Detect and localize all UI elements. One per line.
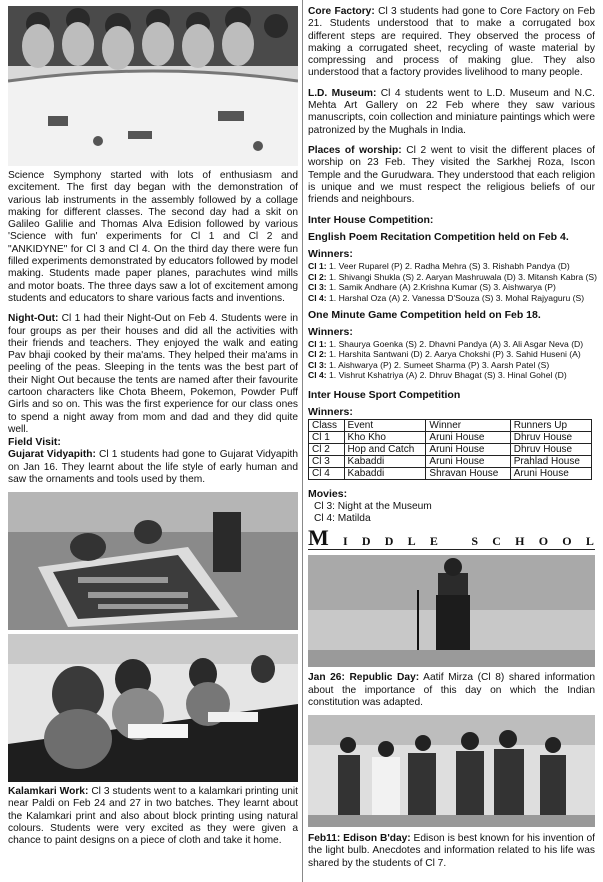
- table-cell: Cl 3: [309, 455, 345, 467]
- winner-row: [308, 261, 595, 271]
- sport-table: [308, 419, 592, 480]
- banner-letter: M: [308, 525, 330, 551]
- kalamkari-text: Cl 3 students went to a kalamkari printing unit near Paldi on Feb 24 and 27 in two batches. They learnt about the Kalamkari print and also about block printing using natural colours. Students were very excited as they were given a chance to paint designs on a piece of cloth and take it home.: [8, 786, 298, 847]
- winner-class: Cl 4:: [308, 292, 327, 303]
- winner-class: Cl 1:: [308, 261, 327, 272]
- republic-day-photo: [308, 555, 595, 667]
- table-row: [309, 443, 592, 455]
- english-winners-list: [308, 261, 595, 303]
- english-poem-title: English Poem Recitation Competition held on Feb 4.: [308, 231, 569, 244]
- night-out-paragraph: [8, 313, 298, 436]
- science-symphony-text: Science Symphony started with lots of enthusiasm and excitement. The first day began with the demonstration of various lab instruments in the assembly followed by a collage making for different classes. The second day had a skit on Galileo Galilie and Thomas Alva Edision followed by various 'Science with fun' experiments for Cl 1 and Cl 2 and "ANKIDYNE" for Cl 3 and Cl 4. On the third day there were fun filled experiments demonstrated by educators followed by model making. Students made paper planes, parachutes wind mills and motor boats. The three days saw a lot of excitement among students and educators to share various facts and inventions.: [8, 170, 298, 304]
- winner-row: [308, 272, 595, 282]
- banner-letter: S: [471, 534, 480, 549]
- winner-names: 1. Samik Andhare (A) 2.Krishna Kumar (S) 3. Aishwarya (P): [326, 282, 556, 293]
- column-divider: [302, 0, 303, 882]
- republic-day-title: Jan 26: Republic Day:: [308, 672, 420, 684]
- table-row: [309, 467, 592, 479]
- banner-letter: C: [492, 534, 502, 549]
- winner-row: [308, 282, 595, 292]
- one-minute-title: One Minute Game Competition held on Feb 18.: [308, 309, 541, 322]
- night-out-title: Night-Out:: [8, 313, 59, 325]
- banner-letter: I: [342, 534, 349, 549]
- ld-museum-paragraph: [308, 88, 595, 137]
- inter-house-title: Inter House Competition:: [308, 214, 434, 227]
- banner-letter: L: [585, 534, 595, 549]
- table-cell: Kho Kho: [344, 431, 426, 443]
- republic-day-paragraph: [308, 672, 595, 709]
- table-row: [309, 431, 592, 443]
- edison-title: Feb11: Edison B'day:: [308, 833, 411, 845]
- banner-letter: D: [384, 534, 395, 549]
- sport-title: Inter House Sport Competition: [308, 388, 461, 401]
- winner-class: Cl 1:: [308, 339, 327, 350]
- gujarat-text: Cl 1 students had gone to Gujarat Vidyapith on Jan 16. They learnt about the life style of early human and saw the ornaments and tools used by them.: [8, 449, 298, 485]
- banner-letter: D: [361, 534, 372, 549]
- table-cell: Dhruv House: [510, 431, 591, 443]
- left-column: [8, 0, 298, 848]
- winner-names: 1. Harshita Santwani (D) 2. Aarya Chokshi (P) 3. Sahid Huseni (A): [326, 349, 581, 360]
- worship-paragraph: [308, 145, 595, 206]
- winner-row: [308, 293, 595, 303]
- winner-names: 1. Veer Ruparel (P) 2. Radha Mehra (S) 3. Rishabh Pandya (D): [326, 261, 570, 272]
- table-cell: Hop and Catch: [344, 443, 426, 455]
- winner-class: Cl 2:: [308, 271, 327, 282]
- header-event: Event: [344, 419, 426, 431]
- core-factory-text: Cl 3 students had gone to Core Factory on Feb 21. Students understood that to make a corrugated box different steps are required. They observed the process of making a corrugated sheet, recycling of waste material by compressing and process of making glue. They also understood that a factory provides livelihood to many people.: [308, 6, 595, 79]
- ld-museum-title: L.D. Museum:: [308, 87, 377, 99]
- english-winners-label: Winners:: [308, 248, 353, 261]
- winner-class: Cl 3:: [308, 282, 327, 293]
- table-cell: Dhruv House: [510, 443, 591, 455]
- winner-class: Cl 2:: [308, 349, 327, 360]
- table-cell: Cl 1: [309, 431, 345, 443]
- winner-names: 1. Shivangi Shukla (S) 2. Aaryan Mashruwala (D) 3. Mitansh Kabra (S): [326, 271, 597, 282]
- table-cell: Aruni House: [426, 455, 510, 467]
- table-cell: Kabaddi: [344, 455, 426, 467]
- winner-names: 1. Harshal Oza (A) 2. Vanessa D'Souza (S) 3. Mohal Rajyaguru (S): [326, 292, 585, 303]
- table-cell: Shravan House: [426, 467, 510, 479]
- edison-bday-photo: [308, 715, 595, 827]
- field-visit-title: Field Visit:: [8, 436, 61, 449]
- table-cell: Kabaddi: [344, 467, 426, 479]
- movie-item: Cl 4: Matilda: [314, 513, 371, 524]
- core-factory-paragraph: [308, 6, 595, 80]
- night-out-text: Cl 1 had their Night-Out on Feb 4. Students were in four groups as per their houses and did all the activities with their friends and teachers. They enjoyed the walk and eating Pav bhaji cooked by their ma'ams. They helped their ma'ams in peeling of the peas. Sleeping in the tents was the best part of their Night Out because the tents are named after their favourite cartoon characters like Chota Bheem, Pokemon, Powder Puff Girls and so on. This was the first experience for our class ones to spend a night away from mom and dad and they did quite well.: [8, 313, 298, 435]
- winner-class: Cl 4:: [308, 370, 327, 381]
- core-factory-title: Core Factory:: [308, 6, 375, 17]
- header-runners-up: Runners Up: [510, 419, 591, 431]
- banner-letter: L: [407, 534, 417, 549]
- sport-winners-label: Winners:: [308, 405, 353, 418]
- movie-item: Cl 3: Night at the Museum: [314, 500, 432, 512]
- banner-letter: E: [429, 534, 439, 549]
- winner-class: Cl 3:: [308, 359, 327, 370]
- winner-row: [308, 339, 595, 349]
- table-row: [309, 455, 592, 467]
- gujarat-title: Gujarat Vidyapith:: [8, 449, 96, 461]
- table-cell: Cl 2: [309, 443, 345, 455]
- header-class: Class: [309, 419, 345, 431]
- header-winner: Winner: [426, 419, 510, 431]
- gujarat-paragraph: [8, 449, 298, 486]
- table-header-row: [309, 419, 592, 431]
- kalamkari-paragraph: [8, 786, 298, 847]
- movies-title: Movies:: [308, 487, 348, 500]
- table-cell: Aruni House: [426, 431, 510, 443]
- minute-winners-list: [308, 339, 595, 381]
- worship-text: Cl 2 went to visit the different places of worship on 23 Feb. They visited the Sarkhej Roza, Iscon Temple and the Gurudwara. They understood that each religion is unique and we must respect the religious beliefs of our friends and neighbours.: [308, 144, 595, 206]
- edison-text: Edison is best known for his invention of the light bulb. Anecdotes and information related to his life was shared by the students of Cl 7.: [308, 833, 595, 869]
- middle-school-banner: [308, 527, 595, 550]
- republic-day-text: Aatif Mirza (Cl 8) shared information about the importance of this day on which the Indian constitution was adapted.: [308, 672, 595, 708]
- kalamkari-photo: [8, 634, 298, 782]
- winner-names: 1. Shaurya Goenka (S) 2. Dhavni Pandya (A) 3. Ali Asgar Neva (D): [326, 339, 584, 350]
- gujarat-vidyapith-photo: [8, 492, 298, 630]
- banner-letter: O: [562, 534, 573, 549]
- right-column: [308, 0, 595, 870]
- kalamkari-title: Kalamkari Work:: [8, 786, 89, 798]
- ld-museum-text: Cl 4 students went to L.D. Museum and N.C. Mehta Art Gallery on 22 Feb where they saw various manuscripts, coin collection and miniature paintings which were patronized by the Mughals in India.: [308, 87, 595, 136]
- table-cell: Prahlad House: [510, 455, 591, 467]
- table-cell: Cl 4: [309, 467, 345, 479]
- table-cell: Aruni House: [426, 443, 510, 455]
- worship-title: Places of worship:: [308, 144, 402, 156]
- minute-winners-label: Winners:: [308, 326, 353, 339]
- banner-letter: H: [515, 534, 526, 549]
- winner-row: [308, 370, 595, 380]
- winner-row: [308, 360, 595, 370]
- winner-names: 1. Aishwarya (P) 2. Sumeet Sharma (P) 3. Aarsh Patel (S): [326, 359, 550, 370]
- edison-paragraph: [308, 833, 595, 870]
- banner-letter: O: [538, 534, 550, 549]
- winner-row: [308, 349, 595, 359]
- table-cell: Aruni House: [510, 467, 591, 479]
- winner-names: 1. Vishrut Kshatriya (A) 2. Dhruv Bhagat (S) 3. Hinal Gohel (D): [326, 370, 567, 381]
- science-symphony-photo: [8, 6, 298, 166]
